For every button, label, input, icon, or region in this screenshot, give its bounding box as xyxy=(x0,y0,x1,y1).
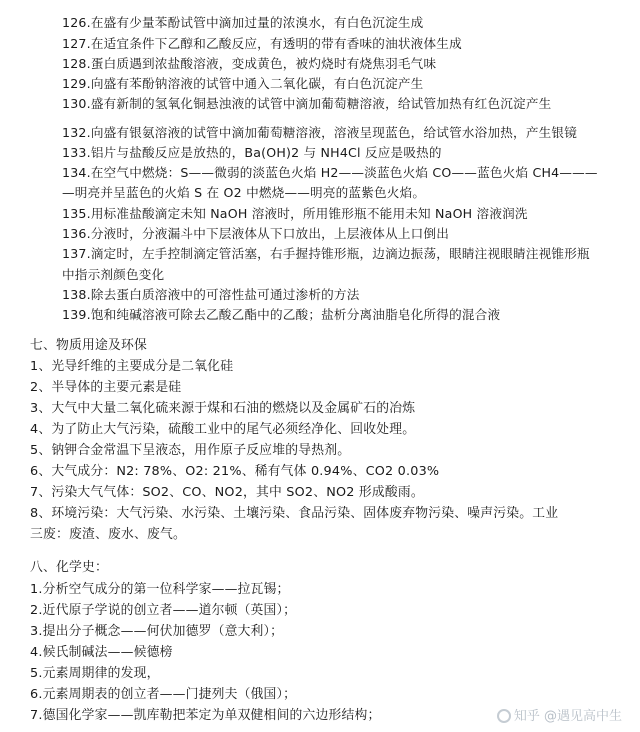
list-item: 5、钠钾合金常温下呈液态，用作原子反应堆的导热剂。 xyxy=(30,443,351,458)
watermark-text: 知乎 @遇见高中生 xyxy=(513,709,622,724)
list-item: 136.分液时，分液漏斗中下层液体从下口放出，上层液体从上口倒出 xyxy=(62,226,450,241)
list-item: 127.在适宜条件下乙醇和乙酸反应，有透明的带有香味的油状液体生成 xyxy=(62,36,462,51)
watermark xyxy=(494,705,622,724)
section-heading: 七、物质用途及环保 xyxy=(30,338,147,353)
list-item: 4.候氏制碱法——候德榜 xyxy=(30,645,173,660)
list-item: 128.蛋白质遇到浓盐酸溶液，变成黄色，被灼烧时有烧焦羽毛气味 xyxy=(62,56,437,71)
list-item: 1.分析空气成分的第一位科学家——拉瓦锡； xyxy=(30,582,290,597)
list-item: 5.元素周期律的发现， xyxy=(30,666,160,681)
zhihu-logo-icon xyxy=(497,709,511,723)
list-item: 6.元素周期表的创立者——门捷列夫（俄国）； xyxy=(30,687,297,702)
list-item: 132.向盛有银氨溶液的试管中滴加葡萄糖溶液，溶液呈现蓝色，给试管水浴加热，产生银镜 xyxy=(62,125,578,140)
list-item: 139.饱和纯碱溶液可除去乙酸乙酯中的乙酸；盐析分离油脂皂化所得的混合液 xyxy=(62,307,501,322)
list-item: 1、光导纤维的主要成分是二氧化硅 xyxy=(30,359,234,374)
list-item: 3.提出分子概念——何伏加德罗（意大利）； xyxy=(30,624,284,639)
list-item: 7、污染大气气体：SO2、CO、NO2，其中 SO2、NO2 形成酸雨。 xyxy=(30,485,424,500)
list-item-continuation: —明亮并呈蓝色的火焰 S 在 O2 中燃烧——明亮的蓝紫色火焰。 xyxy=(62,185,426,200)
list-item: 7.德国化学家——凯库勒把苯定为单双健相间的六边形结构； xyxy=(30,708,381,723)
list-item: 8、环境污染：大气污染、水污染、土壤污染、食品污染、固体废弃物污染、噪声污染。工业 xyxy=(30,506,559,521)
list-item: 137.滴定时，左手控制滴定管活塞，右手握持锥形瓶，边滴边振荡，眼睛注视眼睛注视锥形瓶 xyxy=(62,246,590,261)
list-item: 130.盛有新制的氢氧化铜悬浊液的试管中滴加葡萄糖溶液，给试管加热有红色沉淀产生 xyxy=(62,96,552,111)
list-item: 133.铝片与盐酸反应是放热的，Ba(OH)2 与 NH4Cl 反应是吸热的 xyxy=(62,145,442,160)
list-item-continuation: 三废：废渣、废水、废气。 xyxy=(30,527,186,542)
list-item: 6、大气成分：N2: 78%、O2: 21%、稀有气体 0.94%、CO2 0.03% xyxy=(30,464,440,479)
list-item: 2、半导体的主要元素是硅 xyxy=(30,380,182,395)
list-item: 4、为了防止大气污染，硫酸工业中的尾气必须经净化、回收处理。 xyxy=(30,422,416,437)
list-item: 2.近代原子学说的创立者——道尔顿（英国）； xyxy=(30,603,297,618)
list-item: 135.用标准盐酸滴定未知 NaOH 溶液时，所用锥形瓶不能用未知 NaOH 溶液润洗 xyxy=(62,206,528,221)
list-item: 3、大气中大量二氧化硫来源于煤和石油的燃烧以及金属矿石的冶炼 xyxy=(30,401,416,416)
list-item: 138.除去蛋白质溶液中的可溶性盐可通过渗析的方法 xyxy=(62,287,360,302)
list-item: 126.在盛有少量苯酚试管中滴加过量的浓溴水，有白色沉淀生成 xyxy=(62,15,424,30)
section-heading: 八、化学史： xyxy=(30,560,108,575)
list-item: 134.在空气中燃烧：S——微弱的淡蓝色火焰 H2——淡蓝色火焰 CO——蓝色火焰 CH4——— xyxy=(62,165,598,180)
list-item-continuation: 中指示剂颜色变化 xyxy=(62,267,165,282)
list-item: 129.向盛有苯酚钠溶液的试管中通入二氧化碳，有白色沉淀产生 xyxy=(62,76,424,91)
